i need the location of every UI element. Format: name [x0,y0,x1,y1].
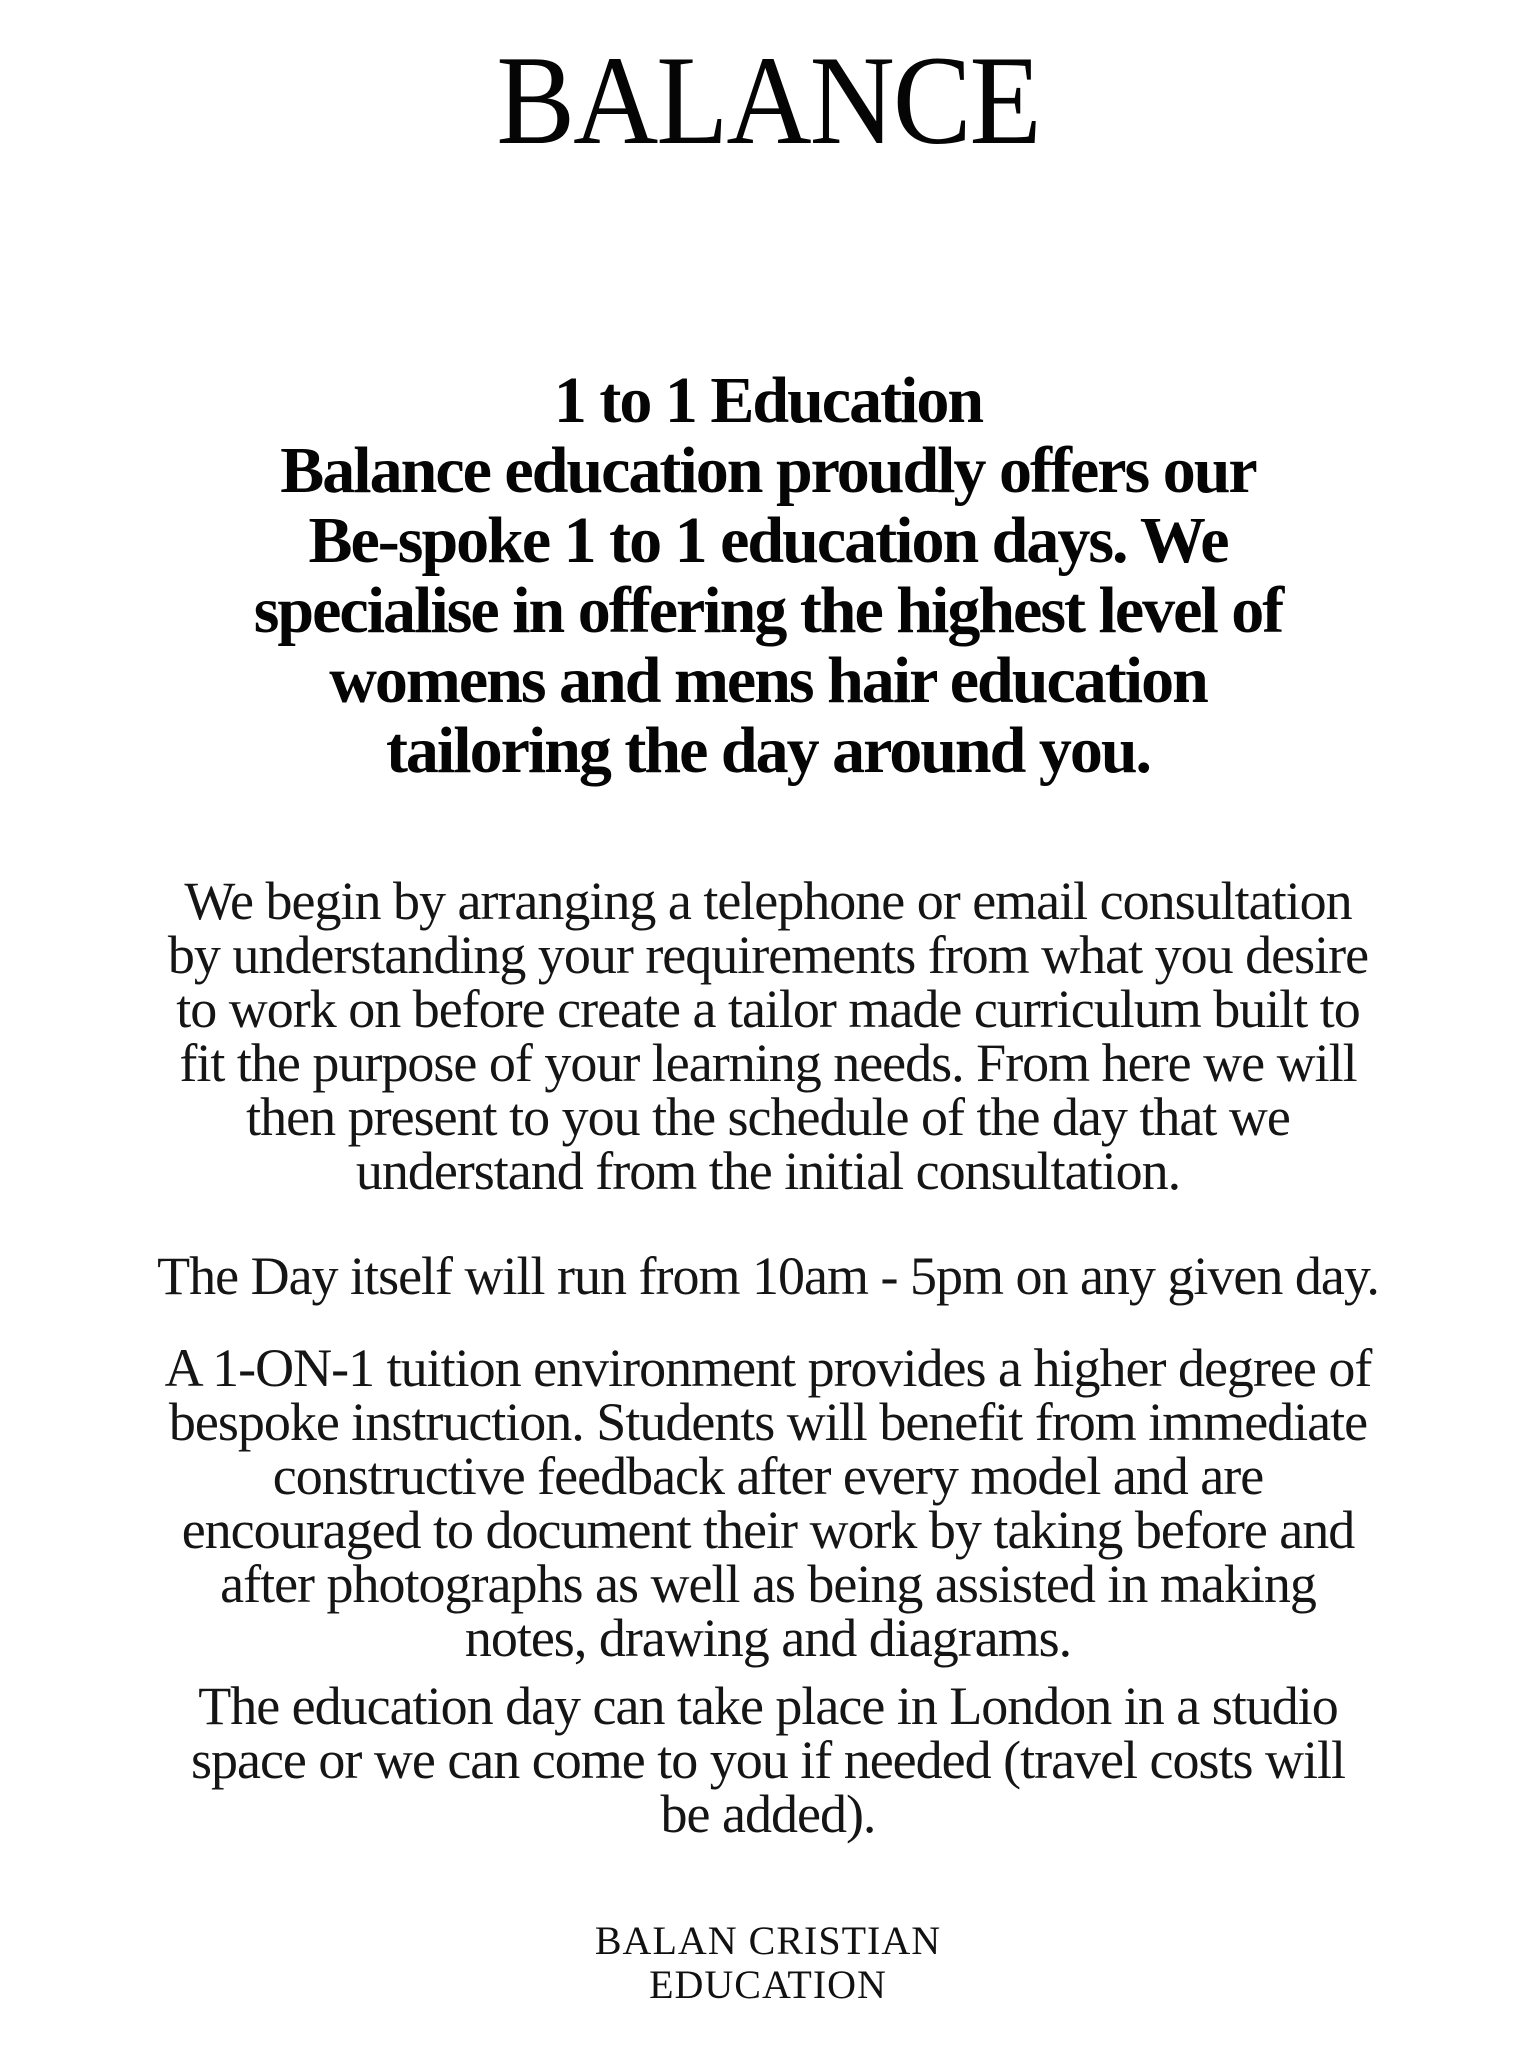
text-line: understand from the initial consultation. [355,1141,1181,1201]
text-line: We begin by arranging a telephone or email consultation [184,871,1352,931]
brand-logo: BALANCE [496,29,1040,172]
text-line: to work on before create a tailor made curriculum built to [176,979,1360,1039]
text-line: after photographs as well as being assisted in making [220,1554,1316,1614]
footer-brand [0,1919,1536,2007]
text-line: A 1-ON-1 tuition environment provides a higher degree of [164,1338,1372,1398]
paragraph-consultation [0,871,1536,1201]
text-line: BALAN CRISTIAN [594,1918,942,1963]
text-line: The education day can take place in London in a studio [198,1676,1338,1736]
text-line: 1 to 1 Education [553,364,983,437]
text-line: be added). [660,1784,876,1844]
text-line: Balance education proudly offers our [280,434,1256,507]
text-line: fit the purpose of your learning needs. From here we will [179,1033,1357,1093]
text-line: bespoke instruction. Students will benefit from immediate [168,1392,1368,1452]
text-line: notes, drawing and diagrams. [464,1608,1072,1668]
text-line: EDUCATION [649,1962,887,2007]
text-line: womens and mens hair education [329,644,1207,717]
text-line: space or we can come to you if needed (travel costs will [190,1730,1346,1790]
paragraph-day-hours [0,1246,1536,1306]
text-line: constructive feedback after every model and are [272,1446,1264,1506]
text-line: tailoring the day around you. [385,714,1151,787]
text-line: specialise in offering the highest level of [253,574,1283,647]
text-line: encouraged to document their work by taking before and [181,1500,1355,1560]
intro-heading [0,366,1536,786]
text-line: then present to you the schedule of the day that we [246,1087,1290,1147]
paragraph-tuition-environment [0,1338,1536,1668]
text-line: The Day itself will run from 10am - 5pm on any given day. [157,1246,1379,1306]
text-line: by understanding your requirements from what you desire [167,925,1369,985]
paragraph-location [0,1676,1536,1844]
text-line: Be-spoke 1 to 1 education days. We [308,504,1228,577]
